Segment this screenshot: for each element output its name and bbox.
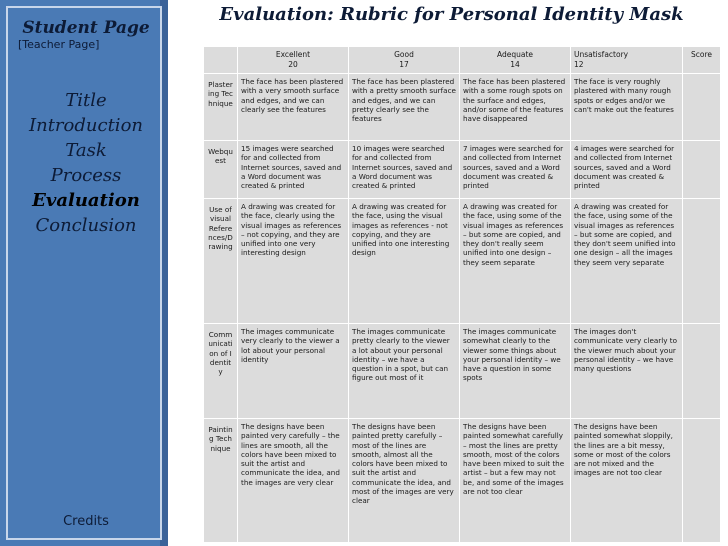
rubric-cell: 15 images were searched for and collected from Internet sources, saved and a Word document was created & printed: [238, 141, 349, 199]
score-cell: [683, 141, 721, 199]
nav-item-conclusion[interactable]: Conclusion: [35, 215, 137, 236]
rubric-cell: A drawing was created for the face, using some of the visual images as references – but some are copied, and they don't really seem unified into one design – they seem separate: [460, 199, 571, 324]
criterion-cell: Communication of Identity: [204, 324, 238, 419]
criterion-cell: Painting Technique: [204, 419, 238, 543]
page-title: Evaluation: Rubric for Personal Identity Mask: [219, 4, 684, 25]
rubric-row-communication: [204, 324, 721, 419]
rubric-cell: The face has been plastered with a very smooth surface and edges, and we can clearly see the features: [238, 74, 349, 141]
rubric-cell: The images communicate somewhat clearly to the viewer some things about your personal identity – we have a question in some spots: [460, 324, 571, 419]
bracket-open: [: [18, 38, 23, 51]
criterion-cell: Use of visual References/Drawing: [204, 199, 238, 324]
column-label: Excellent: [275, 50, 311, 59]
column-header-good: [349, 47, 460, 74]
rubric-cell: The designs have been painted somewhat carefully – most the lines are pretty smooth, most of the colors have been mixed to suit the artist – but a few may not be, and some of the images are not too clear: [460, 419, 571, 543]
column-header-score: Score: [683, 47, 721, 74]
nav-item-task[interactable]: Task: [65, 140, 107, 161]
column-label: Unsatisfactory: [574, 50, 629, 59]
rubric-header-row: [204, 47, 721, 74]
nav-item-title[interactable]: Title: [65, 90, 107, 111]
rubric-table: [203, 46, 721, 543]
bracket-close: ]: [95, 38, 100, 51]
nav-item-process[interactable]: Process: [50, 165, 122, 186]
column-header-adequate: [460, 47, 571, 74]
rubric-cell: A drawing was created for the face, clearly using the visual images as references – not copying, and they are unified into one very interesting design: [238, 199, 349, 324]
nav-item-introduction[interactable]: Introduction: [29, 115, 143, 136]
rubric-cell: A drawing was created for the face, using some of the visual images as references – but some are copied, and they don't seem unified into one design – all the images they seem very separate: [571, 199, 683, 324]
sidebar-nav: [8, 88, 164, 238]
rubric-row-painting: [204, 419, 721, 543]
column-header-excellent: [238, 47, 349, 74]
rubric-cell: The designs have been painted pretty carefully – most of the lines are smooth, almost all the colors have been mixed to suit the artist and communicate the idea, and most of the images are very clear: [349, 419, 460, 543]
rubric-cell: The designs have been painted somewhat sloppily, the lines are a bit messy, some or most of the colors are not mixed and the images are not too clear: [571, 419, 683, 543]
column-points: 12: [574, 60, 584, 69]
credits-link[interactable]: Credits: [63, 514, 109, 529]
nav-item-evaluation[interactable]: Evaluation: [32, 190, 140, 211]
rubric-cell: A drawing was created for the face, using the visual images as references - not copying, and they are unified into one interesting design: [349, 199, 460, 324]
rubric-cell: The images don't communicate very clearly to the viewer much about your personal identity – we have many questions: [571, 324, 683, 419]
sidebar-panel: [6, 6, 162, 540]
rubric-cell: 7 images were searched for and collected from Internet sources, saved and a Word document was created & printed: [460, 141, 571, 199]
column-header-unsatisfactory: [571, 47, 683, 74]
rubric-row-visual-references: [204, 199, 721, 324]
rubric-cell: The face is very roughly plastered with many rough spots or edges and/or we can't make out the features: [571, 74, 683, 141]
criterion-cell: Plastering Technique: [204, 74, 238, 141]
teacher-page-link-wrapper: [18, 38, 99, 51]
score-cell: [683, 74, 721, 141]
rubric-row-plastering: [204, 74, 721, 141]
rubric-cell: The images communicate pretty clearly to the viewer a lot about your personal identity – we have a question in a spot, but can figure out most of it: [349, 324, 460, 419]
score-cell: [683, 419, 721, 543]
rubric-cell: The face has been plastered with a pretty smooth surface and edges, and we can pretty clearly see the features: [349, 74, 460, 141]
brand-title: Student Page: [22, 18, 150, 38]
rubric-cell: The images communicate very clearly to the viewer a lot about your personal identity: [238, 324, 349, 419]
column-points: 17: [399, 60, 409, 69]
column-points: 20: [288, 60, 298, 69]
rubric-cell: 4 images were searched for and collected from Internet sources, saved and a Word document was created & printed: [571, 141, 683, 199]
score-cell: [683, 199, 721, 324]
rubric-row-webquest: [204, 141, 721, 199]
criterion-cell: Webquest: [204, 141, 238, 199]
column-points: 14: [510, 60, 520, 69]
rubric-cell: 10 images were searched for and collected from Internet sources, saved and a Word document was created & printed: [349, 141, 460, 199]
column-label: Good: [394, 50, 414, 59]
criterion-header: [204, 47, 238, 74]
rubric-cell: The designs have been painted very carefully – the lines are smooth, all the colors have been mixed to suit the artist and communicate the idea, and the images are very clear: [238, 419, 349, 543]
teacher-page-link[interactable]: Teacher Page: [22, 38, 96, 51]
score-cell: [683, 324, 721, 419]
sidebar: [0, 0, 168, 546]
column-label: Adequate: [496, 50, 534, 59]
rubric-cell: The face has been plastered with a some rough spots on the surface and edges, and/or some of the features have disappeared: [460, 74, 571, 141]
